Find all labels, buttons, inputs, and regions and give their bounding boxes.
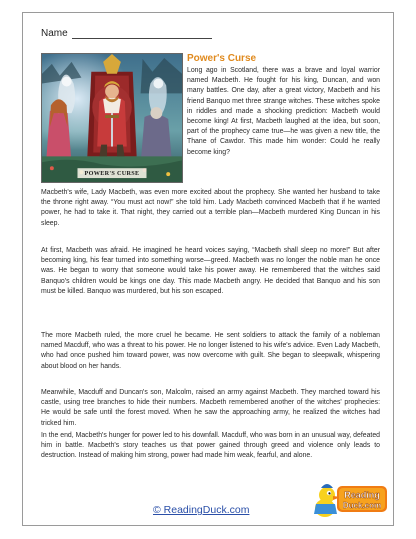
logo-text-reading: Reading	[344, 490, 380, 500]
reading-duck-logo	[313, 478, 389, 522]
story-paragraph-1: Long ago in Scotland, there was a brave and loyal warrior named Macbeth. He fought for his king, Duncan, and won many battles. One day, after a great victory, Macbeth and his friend Banquo met three strange witches. These witches spoke in riddles and made a shocking prediction: Macbeth would become king! At first, Macbeth laughed at the idea, but soon, part of the prophecy came true—he was given a new title, the Thane of Cawdor. This made him wonder: Could he really become king?	[187, 67, 380, 156]
story-paragraph-5: Meanwhile, Macduff and Duncan's son, Malcolm, raised an army against Macbeth. They marched toward his castle, using tree branches to hide their numbers. Macbeth remembered another of the witches' prophecies: He would be safe until the forest moved. When he saw the approaching army, he realized the witches had tricked him.	[41, 389, 380, 427]
copyright-link[interactable]: © ReadingDuck.com	[153, 504, 250, 516]
story-paragraph-2: Macbeth's wife, Lady Macbeth, was even more excited about the prophecy. She wanted her husband to take the throne right away. “You must act now!” she told him. Lady Macbeth convinced Macbeth that if he wanted power, he had to take it. That night, they carried out a terrible plan—Macbeth murdered King Duncan in his sleep.	[41, 189, 380, 227]
name-blank-line[interactable]	[72, 29, 212, 39]
story-paragraph-3: At first, Macbeth was afraid. He imagined he heard voices saying, “Macbeth shall sleep no more!” But after becoming king, his fear turned into something worse—greed. Macbeth was no longer the noble man he once was. He began to worry that someone would take his power away. He remembered that the witches said Banquo's children would be kings one day. This made Macbeth angry. He decided that Banquo and his son must be killed. Banquo was murdered, but his son escaped.	[41, 247, 380, 295]
illustration-scene	[42, 54, 182, 182]
illustration-caption: POWER'S CURSE	[84, 170, 140, 177]
worksheet-page	[22, 12, 394, 526]
story-title: Power's Curse	[187, 53, 257, 64]
name-label: Name	[41, 28, 68, 39]
duck-logo-icon	[313, 478, 389, 522]
story-paragraph-6: In the end, Macbeth's hunger for power led to his downfall. Macduff, who was born in an unusual way, defeated him in battle. Macbeth's story teaches us that power gained through greed and violence only leads to destruction. Instead of making him strong, power had made him weak, fearful, and alone.	[41, 432, 380, 460]
story-illustration	[41, 53, 183, 183]
story-paragraph-4: The more Macbeth ruled, the more cruel he became. He sent soldiers to attack the family of a nobleman named Macduff, who was a threat to his power. He no longer listened to his wife's advice. Even Lady Macbeth, who had once pushed him toward power, was now overcome with guilt. She began to sleepwalk, whispering about blood on her hands.	[41, 332, 380, 370]
name-field-row	[41, 28, 212, 39]
logo-text-duck: Duck.com	[342, 501, 382, 510]
